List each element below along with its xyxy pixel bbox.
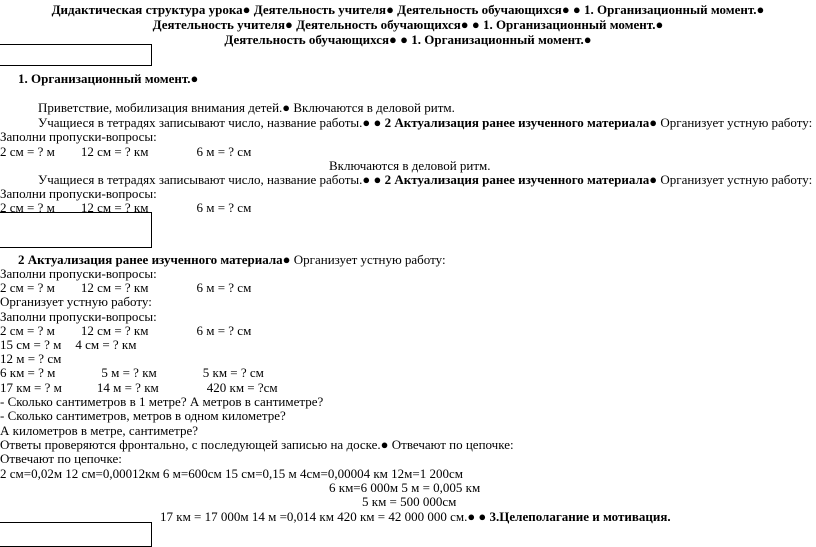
empty-table-cell xyxy=(0,522,152,547)
question-row-5 xyxy=(0,337,136,352)
notebook-line-1 xyxy=(38,115,812,130)
organize-text: Организует устную работу: xyxy=(0,294,152,309)
section-title-organizational: 1. Организационный момент.● xyxy=(18,71,199,86)
results-line-4-text: 17 км = 17 000м 14 м =0,014 км 420 км = 42 000 000 см.● ● xyxy=(160,509,490,524)
question: 4 см = ? км xyxy=(75,337,137,352)
question: 5 км = ? см xyxy=(202,365,264,380)
question-row-8 xyxy=(0,380,278,395)
results-line-2: 6 км=6 000м 5 м = 0,005 км xyxy=(329,480,481,495)
next-section-title: 3.Целеполагание и мотивация. xyxy=(489,509,671,524)
notebook-line-1-bold: 2 Актуализация ранее изученного материала● xyxy=(384,115,658,130)
section-title-actualization xyxy=(18,252,446,267)
fill-prompt-1: Заполни пропуски-вопросы: xyxy=(0,129,157,144)
notebook-line-1-text: Учащиеся в тетрадях записывают число, название работы.● ● xyxy=(38,115,385,130)
fill-prompt-4: Заполни пропуски-вопросы: xyxy=(0,309,157,324)
question: 6 км = ? м xyxy=(0,365,56,380)
question: 15 см = ? м xyxy=(0,337,62,352)
question: 2 см = ? м xyxy=(0,144,55,159)
header-line-1: Дидактическая структура урока● Деятельность учителя● Деятельность обучающихся● ● 1. Организационный момент.● xyxy=(51,2,765,17)
empty-table-cell xyxy=(0,212,152,248)
question-row-4 xyxy=(0,323,251,338)
question: 420 км = ?см xyxy=(206,380,278,395)
question: 2 см = ? м xyxy=(0,280,55,295)
fill-prompt-3: Заполни пропуски-вопросы: xyxy=(0,266,157,281)
notebook-line-2-bold: 2 Актуализация ранее изученного материала● xyxy=(384,172,658,187)
question-row-6: 12 м = ? см xyxy=(0,351,62,366)
results-line-3: 5 км = 500 000см xyxy=(362,494,457,509)
question-row-3 xyxy=(0,280,251,295)
question: 2 см = ? м xyxy=(0,200,55,215)
question: 6 м = ? см xyxy=(196,280,252,295)
question: 17 км = ? м xyxy=(0,380,62,395)
question: 14 м = ? км xyxy=(96,380,159,395)
results-line-4 xyxy=(160,509,671,524)
header-line-2: Деятельность учителя● Деятельность обучающихся● ● 1. Организационный момент.● xyxy=(152,17,664,32)
greeting-text: Приветствие, мобилизация внимания детей.● Включаются в деловой ритм. xyxy=(38,100,455,115)
question: 6 м = ? см xyxy=(196,200,252,215)
notebook-line-2-text: Учащиеся в тетрадях записывают число, название работы.● ● xyxy=(38,172,385,187)
question-row-1 xyxy=(0,144,251,159)
question-ask-3: А километров в метре, сантиметре? xyxy=(0,423,199,438)
question-row-7 xyxy=(0,365,264,380)
question: 12 см = ? км xyxy=(80,280,149,295)
question: 6 м = ? см xyxy=(196,144,252,159)
question: 2 см = ? м xyxy=(0,323,55,338)
question: 5 м = ? км xyxy=(101,365,157,380)
empty-table-cell xyxy=(0,44,152,66)
question-ask-2: - Сколько сантиметров, метров в одном километре? xyxy=(0,408,286,423)
notebook-line-1-tail: Организует устную работу: xyxy=(657,115,813,130)
question: 12 см = ? км xyxy=(80,200,149,215)
results-line-1: 2 см=0,02м 12 см=0,00012км 6 м=600см 15 см=0,15 м 4см=0,00004 км 12м=1 200см xyxy=(0,466,463,481)
fill-prompt-2: Заполни пропуски-вопросы: xyxy=(0,186,157,201)
chain-text: Отвечают по цепочке: xyxy=(0,451,122,466)
section-title-bold: 2 Актуализация ранее изученного материала● xyxy=(18,252,291,267)
question: 6 м = ? см xyxy=(196,323,252,338)
answers-text: Ответы проверяются фронтально, с последующей записью на доске.● Отвечают по цепочке: xyxy=(0,437,514,452)
section-title-tail: Организует устную работу: xyxy=(290,252,446,267)
header-line-3: Деятельность обучающихся● ● 1. Организационный момент.● xyxy=(224,32,592,47)
question: 12 см = ? км xyxy=(80,323,149,338)
notebook-line-2 xyxy=(38,172,812,187)
question: 12 см = ? км xyxy=(80,144,149,159)
question-ask-1: - Сколько сантиметров в 1 метре? А метров в сантиметре? xyxy=(0,394,324,409)
notebook-line-2-tail: Организует устную работу: xyxy=(657,172,813,187)
rhythm-text: Включаются в деловой ритм. xyxy=(329,158,491,173)
